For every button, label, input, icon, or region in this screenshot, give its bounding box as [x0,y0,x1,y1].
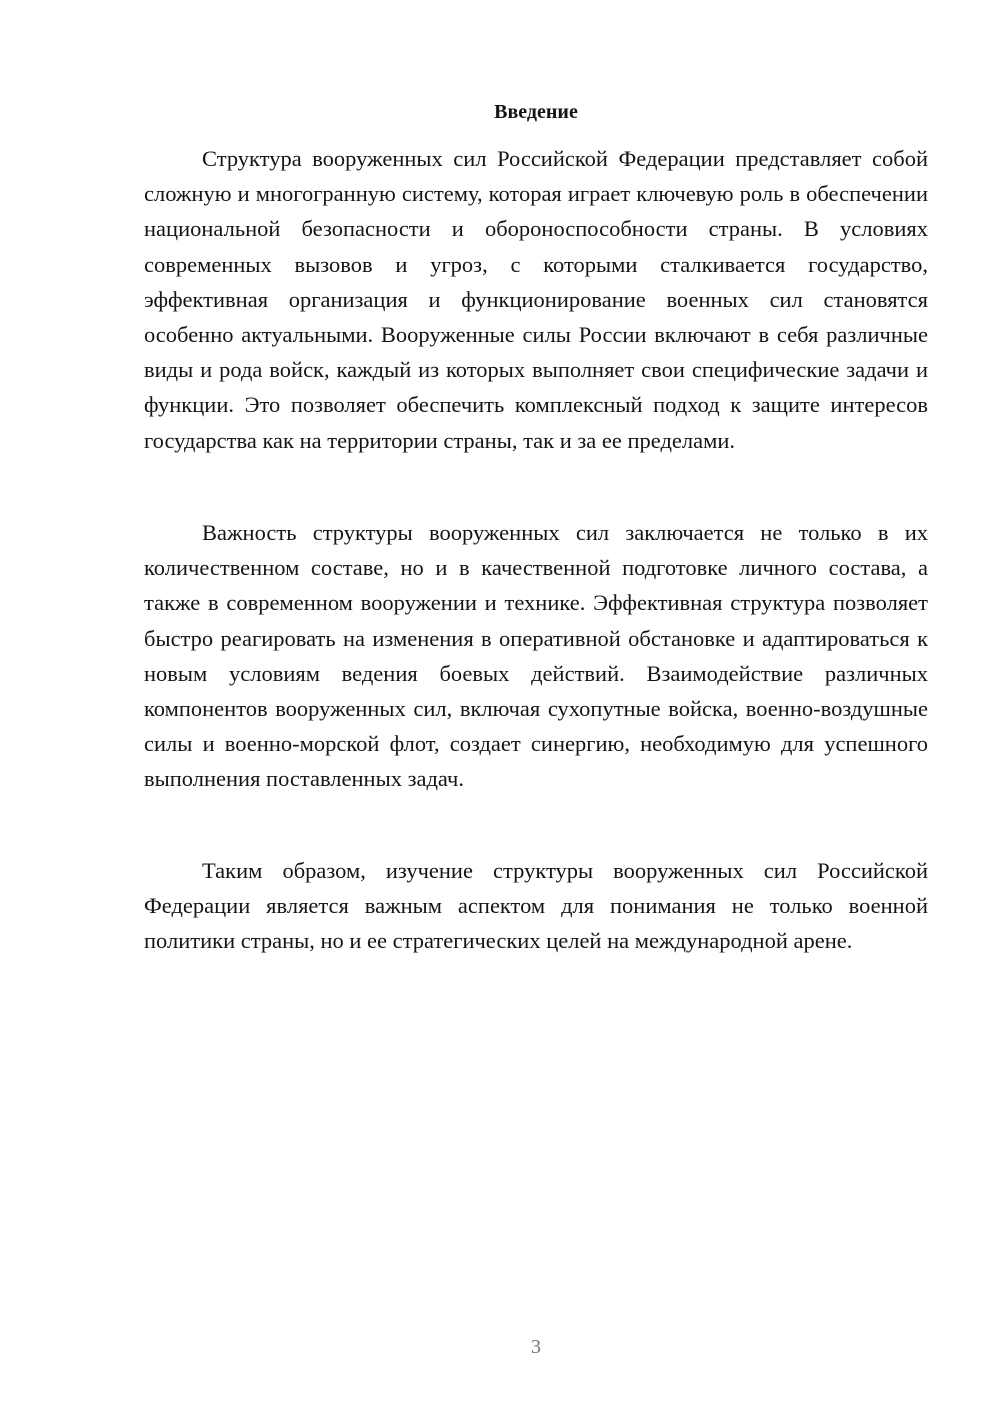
page-number: 3 [531,1336,541,1358]
paragraph-3: Таким образом, изучение структуры вооруженных сил Российской Федерации является важным аспектом для понимания не только военной политики страны, но и ее стратегических целей на международной арене. [144,858,928,954]
paragraph-2: Важность структуры вооруженных сил заключается не только в их количественном составе, но и в качественной подготовке личного состава, а также в современном вооружении и технике. Эффективная структура позволяет быстро реагировать на изменения в оперативной обстановке и адаптироваться к новым условиям ведения боевых действий. Взаимодействие различных компонентов вооруженных сил, включая сухопутные войска, военно-воздушные силы и военно-морской флот, создает синергию, необходимую для успешного выполнения поставленных задач. [144,520,928,792]
paragraph-1: Структура вооруженных сил Российской Федерации представляет собой сложную и многогранную систему, которая играет ключевую роль в обеспечении национальной безопасности и обороноспособности страны. В условиях современных вызовов и угроз, с которыми сталкивается государство, эффективная организация и функционирование военных сил становятся особенно актуальными. Вооруженные силы России включают в себя различные виды и рода войск, каждый из которых выполняет свои специфические задачи и функции. Это позволяет обеспечить комплексный подход к защите интересов государства как на территории страны, так и за ее пределами. [144,146,928,453]
section-title: Введение [494,101,578,123]
